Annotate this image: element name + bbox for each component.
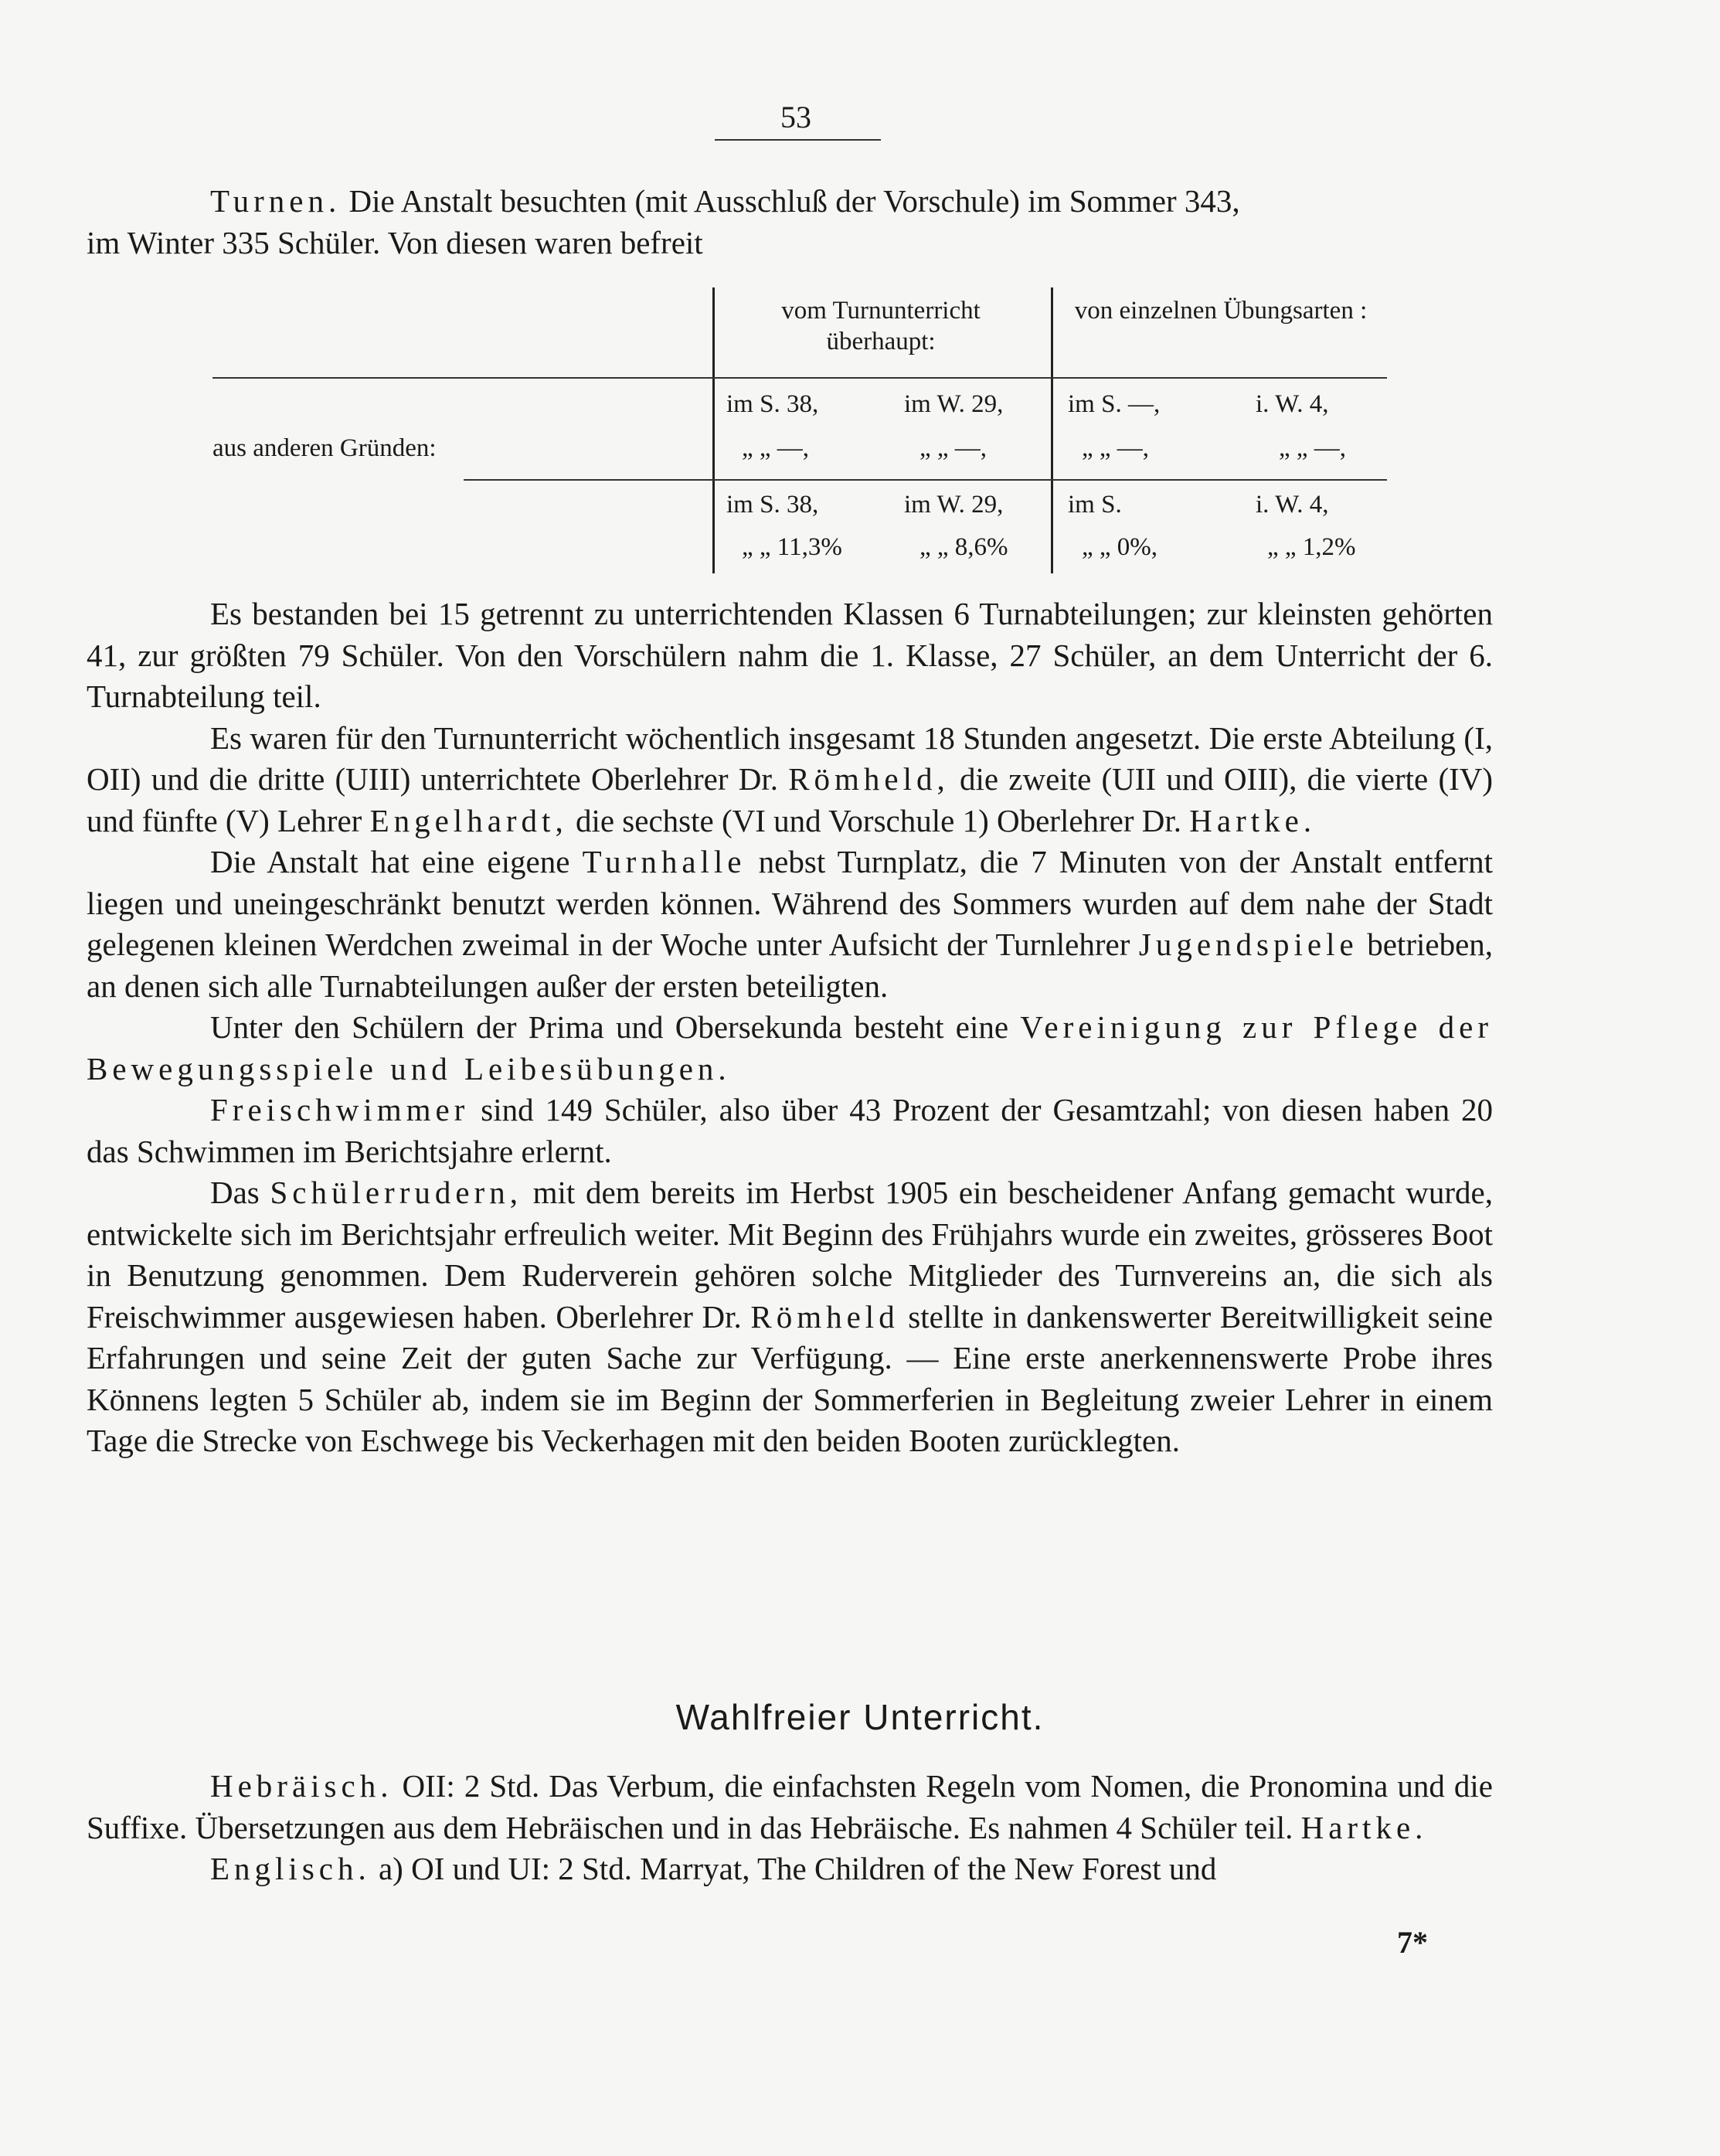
paragraph	[87, 1007, 1493, 1090]
subject-lead: Hebräisch.	[210, 1768, 393, 1804]
table-cell: im W. 29,	[904, 491, 1004, 519]
text-run: betrieben, an denen sich alle Turnabteilungen außer der ersten beteiligten.	[87, 927, 1494, 1004]
teacher-name: Engelhardt,	[369, 802, 568, 838]
text-run: a) OI und UI: 2 Std. Marryat, The Children of the New Forest und	[378, 1851, 1217, 1886]
teacher-name: Römheld	[750, 1298, 899, 1335]
table-cell: i. W. 4,	[1256, 491, 1329, 519]
emphasis: Freischwimmer	[210, 1092, 470, 1127]
paragraph	[87, 1172, 1493, 1462]
turnen-intro	[87, 181, 1493, 264]
turnen-body	[87, 593, 1493, 1462]
teacher-name: Hartke.	[1300, 1809, 1428, 1845]
elective-body	[87, 1766, 1493, 1890]
emphasis: Vereinigung zur Pflege der Bewegungsspiele und Leibesübungen.	[87, 1009, 1494, 1087]
turnen-intro-line1: Die Anstalt besuchten (mit Ausschluß der Vorschule) im Sommer 343,	[348, 183, 1240, 219]
text-run: stellte in dankenswerter Bereitwilligkeit seine Erfahrungen und seine Zeit der guten Sache zur Verfügung. — Eine erste anerkennenswerte Probe ihres Könnens legten 5 Schüler ab, indem sie im Beginn der Sommerferien in Begleitung zweier Lehrer in einem Tage die Strecke von Eschwege bis Veckerhagen mit den beiden Booten zurücklegten.	[87, 1298, 1494, 1458]
text-run: mit dem bereits im Herbst 1905 ein bescheidener Anfang gemacht wurde, entwickelte sich im Berichtsjahr erfreulich weiter. Mit Beginn des Frühjahrs wurde ein zweites, grösseres Boot in Benutzung genommen. Dem Ruderverein gehören solche Mitglieder des Turnvereins an, die sich als Freischwimmer ausgewiesen haben. Oberlehrer Dr.	[87, 1175, 1494, 1335]
table-cell: „ „ 11,3%	[742, 533, 842, 561]
row-label: aus anderen Gründen:	[212, 434, 437, 462]
table-cell: im S. 38,	[726, 390, 819, 418]
paragraph	[87, 842, 1493, 1007]
emphasis: Schülerrudern,	[270, 1175, 522, 1210]
table-cell: „ „ 1,2%	[1267, 533, 1356, 561]
table-cell: „ „ —,	[1279, 434, 1347, 462]
text-run: Die Anstalt hat eine eigene	[210, 844, 570, 879]
table-cell: „ „ 0%,	[1082, 533, 1158, 561]
table-cell: im W. 29,	[904, 390, 1004, 418]
table-cell: im S.	[1068, 491, 1122, 519]
table-sum-rule	[464, 479, 1387, 481]
subject-lead: Englisch.	[210, 1851, 371, 1886]
emphasis: Jugendspiele	[1138, 927, 1358, 962]
text-run: die zweite (UII und OIII), die vierte (IV) und fünfte (V) Lehrer	[87, 761, 1494, 838]
table-cell: im S. —,	[1068, 390, 1161, 418]
table-cell: „ „ —,	[1082, 434, 1150, 462]
text-run: sind 149 Schüler, also über 43 Prozent der Gesamtzahl; von diesen haben 20 das Schwimmen im Berichtsjahre erlernt.	[87, 1092, 1494, 1169]
table-divider-1	[712, 287, 715, 573]
teacher-name: Römheld,	[788, 761, 950, 797]
table-header-rule	[212, 377, 1387, 379]
page-number-rule	[715, 139, 881, 141]
signature-mark: 7*	[1397, 1925, 1428, 1960]
emphasis: Turnhalle	[582, 844, 746, 879]
paragraph	[87, 1766, 1493, 1848]
teacher-name: Hartke.	[1189, 802, 1317, 838]
text-run: Unter den Schülern der Prima und Obersekunda besteht eine	[210, 1009, 1009, 1045]
section-heading: Wahlfreier Unterricht.	[675, 1697, 1045, 1737]
text-run: OII: 2 Std. Das Verbum, die einfachsten Regeln vom Nomen, die Pronomina und die Suffixe. Übersetzungen aus dem Hebräischen und in das Hebräische. Es nahmen 4 Schüler teil.	[87, 1768, 1494, 1845]
table-cell: im S. 38,	[726, 491, 819, 519]
text-run: Es waren für den Turnunterricht wöchentlich insgesamt 18 Stunden angesetzt. Die erste Abteilung (I, OII) und die dritte (UIII) unterrichtete Oberlehrer Dr.	[87, 719, 1493, 797]
table-cell: „ „ —,	[919, 434, 987, 462]
table-cell: „ „ 8,6%	[919, 533, 1008, 561]
paragraph	[87, 1848, 1493, 1890]
turnen-intro-line2: im Winter 335 Schüler. Von diesen waren befreit	[87, 224, 703, 260]
paragraph	[87, 1090, 1493, 1172]
page-number: 53	[780, 100, 811, 134]
turnen-lead: Turnen.	[210, 183, 342, 219]
table-cell: „ „ —,	[742, 434, 810, 462]
header-general: vom Turnunterricht überhaupt:	[781, 297, 981, 355]
header-specific: von einzelnen Übungsarten :	[1074, 297, 1368, 325]
text-run: die sechste (VI und Vorschule 1) Oberlehrer Dr.	[575, 802, 1182, 838]
table-cell: i. W. 4,	[1256, 390, 1329, 418]
paragraph	[87, 718, 1493, 842]
text-run: Das	[210, 1175, 260, 1210]
paragraph: Es bestanden bei 15 getrennt zu unterrichtenden Klassen 6 Turnabteilungen; zur kleinsten gehörten 41, zur größten 79 Schüler. Von den Vorschülern nahm die 1. Klasse, 27 Schüler, an dem Unterricht der 6. Turnabteilung teil.	[87, 596, 1493, 714]
text-run: nebst Turnplatz, die 7 Minuten von der Anstalt entfernt liegen und uneingeschränkt benutzt werden können. Während des Sommers wurden auf dem nahe der Stadt gelegenen kleinen Werdchen zweimal in der Woche unter Aufsicht der Turnlehrer	[87, 844, 1494, 962]
table-divider-2	[1051, 287, 1053, 573]
